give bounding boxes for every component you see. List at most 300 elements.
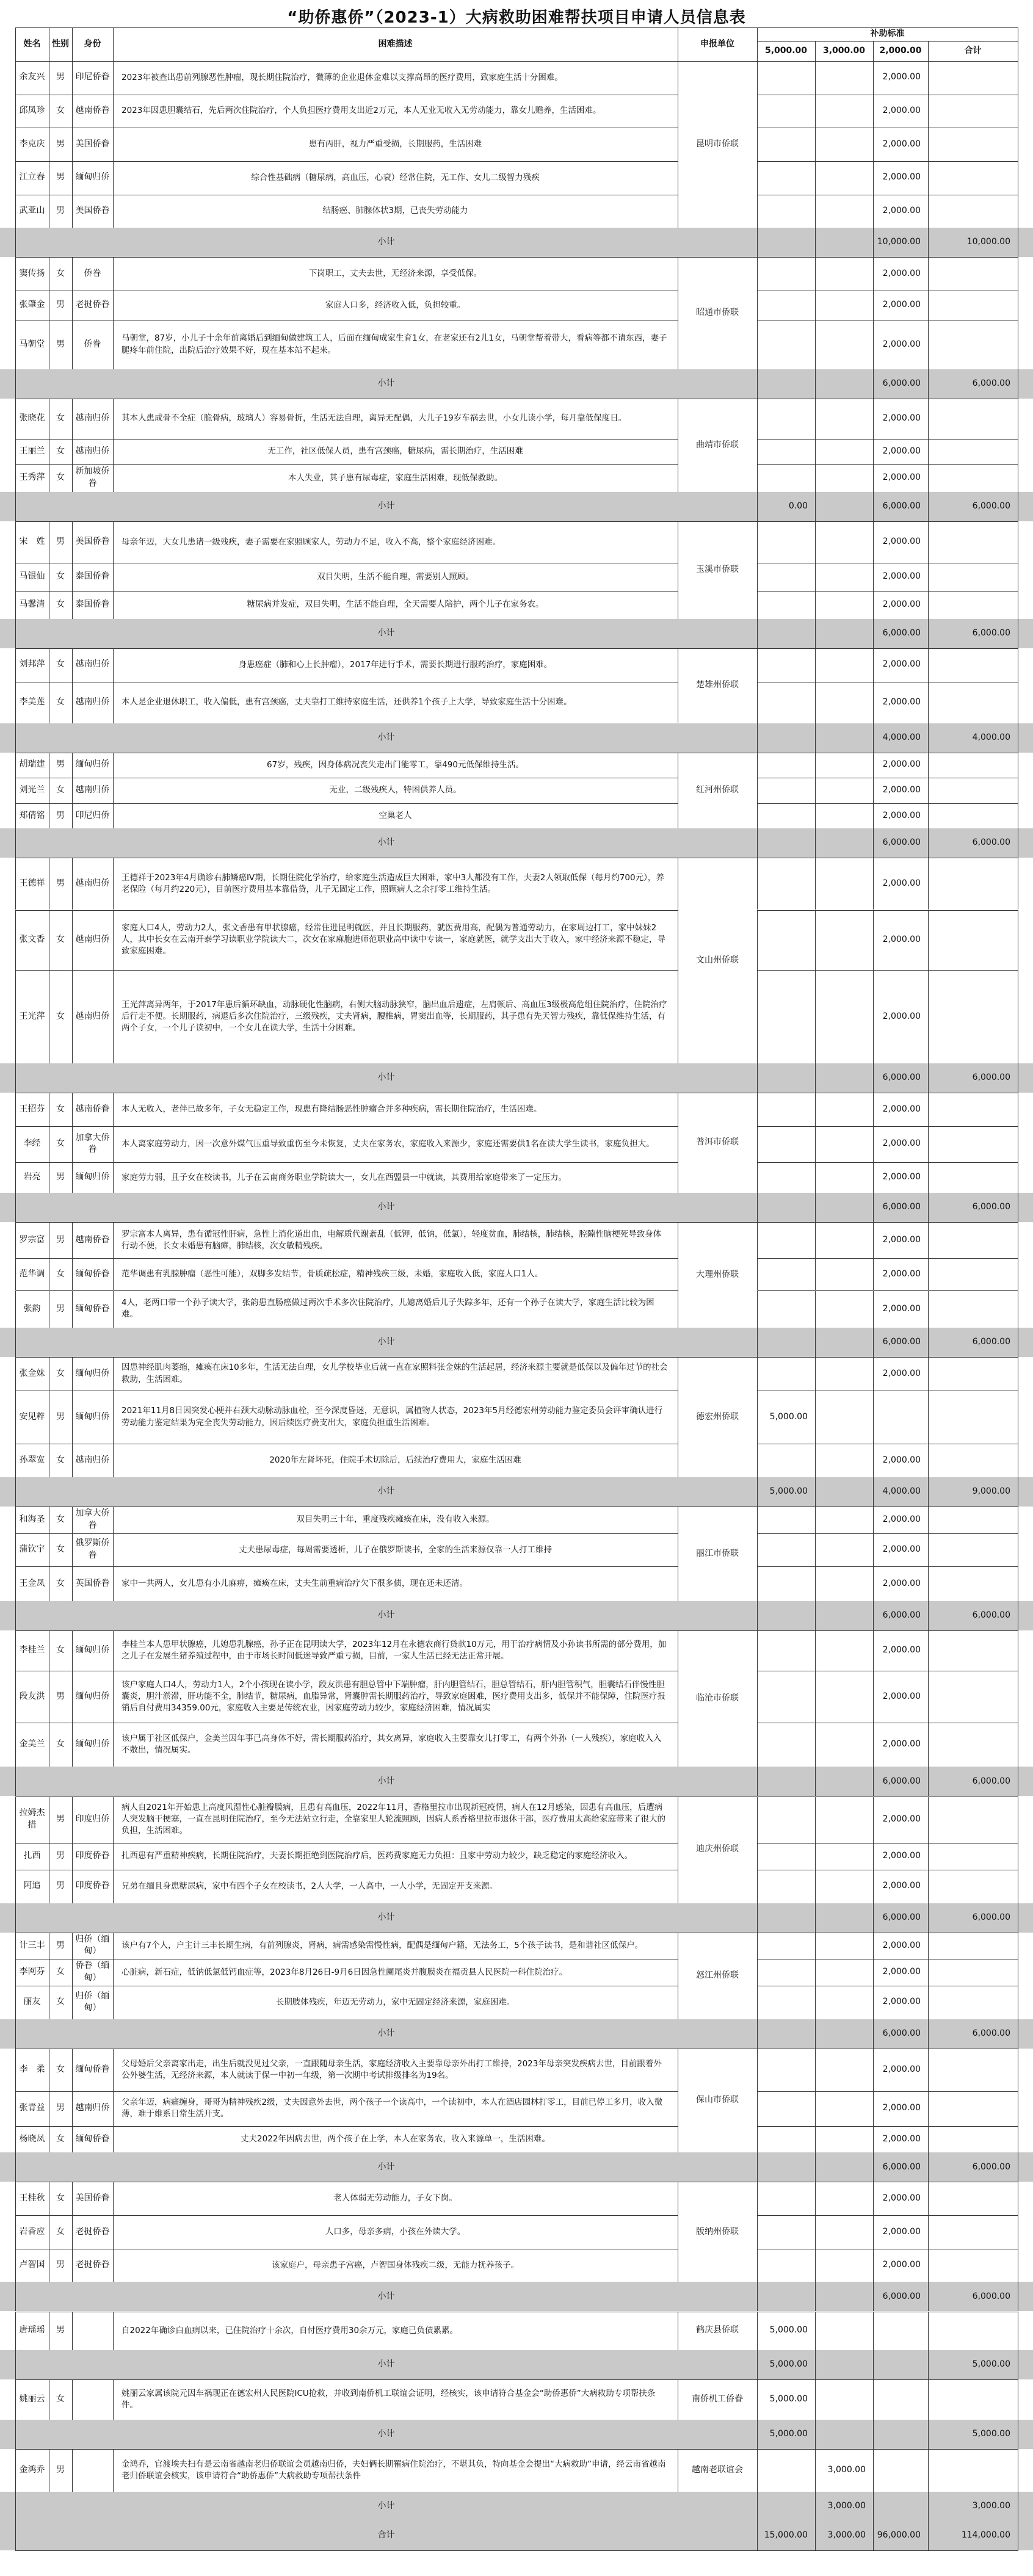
amount-3000: [815, 1126, 873, 1162]
column-divider: [15, 753, 16, 778]
amount-2000: 2,000.00: [882, 2103, 921, 2113]
applicant-name: 刘邦萍: [19, 659, 45, 670]
column-divider: [928, 1477, 929, 1507]
amount-3000: [815, 161, 873, 195]
column-divider: [757, 1193, 758, 1222]
column-divider: [928, 161, 929, 195]
amount-5000: [757, 2449, 815, 2492]
applicant-gender: 女: [56, 785, 65, 795]
column-divider: [873, 2249, 874, 2282]
applicant-identity: 越南归侨: [75, 878, 110, 889]
column-divider: [873, 682, 874, 723]
applicant-identity: 缅甸归侨: [75, 1368, 110, 1378]
amount-5000: [757, 778, 815, 803]
column-divider: [113, 1222, 114, 1258]
amount-5000: [757, 2049, 815, 2091]
column-divider: [757, 439, 758, 465]
applicant-name: 岩香应: [19, 2226, 45, 2237]
column-divider: [873, 2282, 874, 2311]
column-divider: [72, 2049, 73, 2091]
column-divider: [757, 1391, 758, 1444]
column-divider: [873, 2449, 874, 2492]
amount-total: [928, 970, 1018, 1063]
column-divider: [873, 2379, 874, 2420]
amount-3000: [815, 1222, 873, 1258]
applicant-gender: 男: [56, 72, 65, 82]
applicant-identity: 越南归侨: [75, 696, 110, 707]
column-divider: [757, 291, 758, 320]
amount-5000: [757, 1723, 815, 1767]
hardship-description: 该户家庭人口4人，劳动力1人，2个小孩现在读小学，段友洪患有胆总管中下端肿瘤，肝内胆管结石，胆总管结石，肝内胆管积气，胆囊结石伴慢性胆囊炎，胆汁淤滞，肝功能不全，肺结节，糖尿病，血脂异常，肾囊肿需长期服药治疗，导致家庭困难，医疗费用支出多，低保并不能保障，住院医疗报销后自付费用34359.00元，家庭收入主要是传统农业，因家庭劳动力较少，家庭经济困难，情况属实: [121, 1679, 665, 1713]
column-divider: [757, 128, 758, 161]
subtotal-5000: [757, 1767, 815, 1796]
column-divider: [15, 2049, 16, 2091]
subtotal-2000: 10,000.00: [877, 237, 921, 247]
hardship-description: 双目失明，生活不能自理，需要别人照顾。: [317, 571, 474, 582]
amount-5000: [757, 1162, 815, 1193]
column-divider: [873, 2182, 874, 2215]
header-total: 合计: [964, 45, 982, 56]
column-divider: [815, 41, 816, 61]
amount-2000: [873, 2449, 928, 2492]
amount-2000: 2,000.00: [882, 1967, 921, 1977]
subtotal-2000: 6,000.00: [882, 501, 921, 512]
column-divider: [873, 2420, 874, 2449]
applicant-identity: 美国侨眷: [75, 206, 110, 216]
amount-3000: [815, 1630, 873, 1671]
hardship-description: 2020年左肾坏死，住院手术切除后，后续治疗费用大，家庭生活困难: [269, 1455, 521, 1466]
subtotal-total: 3,000.00: [972, 2500, 1010, 2511]
column-divider: [873, 2019, 874, 2049]
header-gender: 性别: [52, 38, 69, 49]
hardship-description: 罗宗富本人离异，患有循冠性肝病，急性上消化道出血，电解质代谢紊乱（低钾，低钠，低氯），轻度贫血，肺结核，肺结核，腔隙性脑梗死导致身体行动不便，长女未婚患有脑瘫，肺结核，次女敏精残疾。: [121, 1229, 662, 1251]
amount-total: [928, 195, 1018, 228]
amount-3000: [815, 1566, 873, 1601]
column-divider: [15, 1477, 16, 1507]
applicant-gender: 女: [56, 2393, 65, 2404]
subtotal-label: 小计: [377, 1486, 395, 1497]
column-divider: [815, 2249, 816, 2282]
column-divider: [815, 2049, 816, 2091]
amount-3000: [815, 291, 873, 320]
column-divider: [113, 464, 114, 492]
amount-2000: 2,000.00: [882, 1455, 921, 1465]
subtotal-2000: [873, 2420, 928, 2449]
column-divider: [815, 228, 816, 257]
column-divider: [15, 2091, 16, 2126]
applicant-name: 张金妹: [19, 1368, 45, 1378]
applicant-gender: 女: [56, 106, 65, 116]
column-divider: [757, 2350, 758, 2379]
hardship-description: 身患癌症（肺和心上长肿瘤），2017年进行手术，需要长期进行服药治疗，家庭困难。: [238, 659, 553, 670]
column-divider: [757, 1843, 758, 1870]
applicant-name: 刘光兰: [19, 785, 45, 795]
hardship-description: 父母婚后父亲离家出走，出生后就没见过父亲，一直跟随母亲生活，家庭经济收入主要靠母亲外出打工维持，2023年母亲突发疾病去世，目前跟着外公外婆生活，无经济来源，本人就读于保一中初一年级，第一次期中考试排级排名为19名。: [121, 2058, 662, 2080]
column-divider: [928, 1767, 929, 1796]
column-divider: [72, 648, 73, 682]
subtotal-label: 小计: [377, 2162, 395, 2172]
column-divider: [815, 619, 816, 648]
applicant-gender: 女: [56, 446, 65, 456]
amount-total: [928, 1843, 1018, 1870]
column-divider: [873, 228, 874, 257]
amount-5000: [757, 1093, 815, 1126]
column-divider: [757, 2492, 758, 2521]
applicant-identity: 缅甸侨眷: [75, 1303, 110, 1314]
column-divider: [72, 2091, 73, 2126]
subtotal-2000: [873, 2350, 928, 2379]
column-divider: [873, 1162, 874, 1193]
amount-5000: [757, 95, 815, 128]
column-divider: [113, 320, 114, 369]
column-divider: [72, 1796, 73, 1843]
amount-5000: 5,000.00: [769, 2325, 808, 2335]
applicant-name: 江立春: [19, 172, 45, 183]
column-divider: [873, 2126, 874, 2153]
applicant-name: 武亚山: [19, 206, 45, 216]
subtotal-5000: 5,000.00: [769, 2428, 808, 2439]
amount-3000: [815, 970, 873, 1063]
header-org: 申报单位: [700, 38, 734, 49]
applicant-gender: 女: [56, 1997, 65, 2007]
column-divider: [15, 1507, 16, 1533]
column-divider: [757, 2182, 758, 2215]
column-divider: [757, 228, 758, 257]
amount-2000: 2,000.00: [882, 472, 921, 483]
subtotal-3000: [815, 1193, 873, 1222]
amount-3000: [815, 195, 873, 228]
subtotal-5000: 0.00: [788, 501, 808, 512]
column-divider: [815, 195, 816, 228]
column-divider: [873, 1222, 874, 1258]
amount-5000: [757, 195, 815, 228]
column-divider: [15, 1767, 16, 1796]
column-divider: [15, 1933, 16, 1959]
hardship-description: 该户有7个人，户主计三丰长期生病，有前列腺炎，肾病，病需感染需慢性病，配偶是缅甸户籍，无法务工，5个孩子读书，是和谐社区低保户。: [121, 1940, 643, 1950]
amount-2000: 2,000.00: [882, 1940, 921, 1950]
amount-3000: [815, 128, 873, 161]
column-divider: [928, 2312, 929, 2350]
column-divider: [815, 1258, 816, 1290]
column-divider: [815, 439, 816, 465]
column-divider: [928, 291, 929, 320]
column-divider: [873, 648, 874, 682]
hardship-description: 人口多，母亲多病，小孩在外读大学。: [325, 2226, 466, 2237]
subtotal-label: 小计: [377, 2028, 395, 2038]
applicant-name: 姚丽云: [19, 2393, 45, 2404]
subtotal-label: 小计: [377, 378, 395, 389]
subtotal-total: 6,000.00: [972, 1073, 1010, 1083]
hardship-description: 丈夫2022年因病去世，两个孩子在上学，本人在家务农，收入来源单一，生活困难。: [241, 2133, 550, 2144]
column-divider: [72, 1258, 73, 1290]
subtotal-label: 小计: [377, 1610, 395, 1621]
applicant-name: 李网芬: [19, 1967, 45, 1977]
column-divider: [72, 778, 73, 803]
subtotal-3000: [815, 369, 873, 399]
applying-org: 鹤庆县侨联: [696, 2325, 739, 2335]
column-divider: [72, 591, 73, 619]
hardship-description: 该家庭户，母亲患子宫癌，卢智国身体残疾二级，无能力抚养孩子。: [272, 2260, 519, 2270]
applicant-gender: 女: [56, 1544, 65, 1555]
column-divider: [928, 2049, 929, 2091]
applicant-name: 杨晓凤: [19, 2133, 45, 2144]
applicant-gender: 女: [56, 1104, 65, 1114]
amount-5000: [757, 1671, 815, 1723]
amount-total: [928, 1533, 1018, 1567]
applying-org: 楚雄州侨联: [696, 680, 739, 690]
column-divider: [928, 2152, 929, 2182]
amount-2000: 2,000.00: [882, 1578, 921, 1588]
column-divider: [15, 1290, 16, 1328]
subtotal-total: 6,000.00: [972, 378, 1010, 389]
column-divider: [757, 2312, 758, 2350]
amount-5000: [757, 1959, 815, 1986]
column-divider: [928, 2282, 929, 2311]
column-divider: [113, 563, 114, 591]
amount-5000: [757, 2182, 815, 2215]
amount-5000: [757, 1933, 815, 1959]
column-divider: [72, 858, 73, 910]
applicant-gender: 女: [56, 2226, 65, 2237]
column-divider: [928, 1126, 929, 1162]
subtotal-label: 小计: [377, 237, 395, 247]
column-divider: [815, 1959, 816, 1986]
column-divider: [815, 648, 816, 682]
column-divider: [815, 521, 816, 563]
column-divider: [815, 2350, 816, 2379]
column-divider: [873, 2492, 874, 2521]
hardship-description: 67岁，残疾，因身体病况丧失走出门能零工，靠490元低保维持生活。: [267, 759, 524, 770]
column-divider: [928, 828, 929, 858]
column-divider: [815, 970, 816, 1063]
amount-2000: 2,000.00: [882, 446, 921, 456]
column-divider: [873, 1290, 874, 1328]
column-divider: [757, 723, 758, 753]
column-divider: [928, 1063, 929, 1093]
applicant-gender: 女: [56, 1455, 65, 1465]
applicant-name: 王桂秋: [19, 2193, 45, 2203]
column-divider: [72, 61, 73, 95]
column-divider: [15, 1093, 16, 1126]
column-divider: [15, 591, 16, 619]
column-divider: [873, 1767, 874, 1796]
amount-total: [928, 2091, 1018, 2126]
applicant-name: 张晓花: [19, 413, 45, 424]
column-divider: [113, 910, 114, 970]
amount-total: [928, 464, 1018, 492]
amount-5000: 5,000.00: [769, 2393, 808, 2404]
hardship-description: 无工作，社区低保人员，患有宫颈癌，糖尿病，需长期治疗，生活困难: [267, 446, 523, 456]
applicant-name: 罗宗富: [19, 1234, 45, 1245]
subtotal-total: 6,000.00: [972, 1610, 1010, 1621]
subtotal-2000: [873, 2492, 928, 2521]
column-divider: [815, 2449, 816, 2492]
column-divider: [757, 1063, 758, 1093]
amount-2000: 2,000.00: [882, 1881, 921, 1891]
applicant-gender: 男: [56, 2103, 65, 2113]
subtotal-5000: [757, 828, 815, 858]
column-divider: [928, 1870, 929, 1903]
column-divider: [15, 1391, 16, 1444]
column-divider: [815, 1630, 816, 1671]
column-divider: [815, 291, 816, 320]
column-divider: [928, 723, 929, 753]
applicant-name: 李桂兰: [19, 1645, 45, 1655]
applicant-gender: 男: [56, 810, 65, 820]
applying-org: 文山州侨联: [696, 955, 739, 965]
column-divider: [873, 723, 874, 753]
amount-5000: [757, 61, 815, 95]
amount-3000: [815, 803, 873, 829]
column-divider: [873, 257, 874, 291]
column-divider: [815, 828, 816, 858]
amount-5000: [757, 1796, 815, 1843]
hardship-description: 家中一共两人，女儿患有小儿麻痹，瘫痪在床，丈夫生前重病治疗欠下很多债，现在还未还清。: [121, 1579, 468, 1589]
amount-3000: [815, 1507, 873, 1533]
amount-2000: 2,000.00: [882, 1691, 921, 1701]
amount-3000: [815, 1258, 873, 1290]
applicant-name: 王丽兰: [19, 446, 45, 456]
amount-2000: 2,000.00: [882, 759, 921, 770]
column-divider: [815, 1162, 816, 1193]
applicant-identity: 新加坡侨眷: [75, 466, 110, 489]
applicant-gender: 女: [56, 1138, 65, 1149]
subtotal-5000: [757, 2492, 815, 2521]
column-divider: [757, 1796, 758, 1843]
amount-5000: [757, 753, 815, 778]
column-divider: [72, 2249, 73, 2282]
header-identity: 身份: [84, 38, 101, 49]
applying-org: 丽江市侨联: [696, 1548, 739, 1558]
applicant-identity: 缅甸归侨: [75, 759, 110, 770]
amount-total: [928, 1723, 1018, 1767]
column-divider: [873, 803, 874, 829]
amount-total: [928, 1093, 1018, 1126]
column-divider: [873, 1671, 874, 1723]
column-divider: [928, 1903, 929, 1933]
column-divider: [873, 1986, 874, 2019]
applicant-name: 张文香: [19, 934, 45, 944]
amount-2000: 2,000.00: [882, 810, 921, 820]
column-divider: [928, 195, 929, 228]
amount-3000: [815, 1959, 873, 1986]
amount-5000: [757, 2215, 815, 2249]
hardship-description: 家庭人口多，经济收入低，负担较重。: [325, 300, 466, 310]
column-divider: [113, 1126, 114, 1162]
subtotal-total: 5,000.00: [972, 2428, 1010, 2439]
amount-3000: [815, 2249, 873, 2282]
column-divider: [72, 2215, 73, 2249]
column-divider: [815, 399, 816, 439]
applicant-name: 马朝堂: [19, 339, 45, 349]
column-divider: [72, 291, 73, 320]
subtotal-label: 小计: [377, 628, 395, 639]
column-divider: [928, 1222, 929, 1258]
column-divider: [928, 2126, 929, 2153]
column-divider: [113, 1796, 114, 1843]
applicant-identity: [72, 2379, 113, 2420]
column-divider: [757, 1290, 758, 1328]
applying-org: 保山市侨联: [696, 2095, 739, 2105]
amount-3000: 3,000.00: [827, 2464, 866, 2475]
column-divider: [873, 2215, 874, 2249]
applicant-identity: [72, 2449, 113, 2492]
amount-5000: [757, 1870, 815, 1903]
applicant-gender: 男: [56, 1691, 65, 1701]
column-divider: [757, 1328, 758, 1357]
amount-total: [928, 1986, 1018, 2019]
applicant-name: 李经: [23, 1138, 41, 1149]
subtotal-5000: [757, 369, 815, 399]
column-divider: [757, 753, 758, 778]
applicant-gender: 女: [56, 2133, 65, 2144]
applicant-name: 胡瑞建: [19, 759, 45, 770]
amount-total: [928, 2049, 1018, 2091]
column-divider: [757, 2521, 758, 2550]
column-divider: [815, 1566, 816, 1601]
subtotal-3000: [815, 1601, 873, 1630]
applicant-name: 王招芬: [19, 1104, 45, 1114]
amount-5000: [757, 682, 815, 723]
applying-org: 迪庆州侨联: [696, 1844, 739, 1854]
subtotal-total: 6,000.00: [972, 628, 1010, 639]
subtotal-total: 6,000.00: [972, 838, 1010, 848]
applicant-identity: 越南侨眷: [75, 1104, 110, 1114]
column-divider: [15, 858, 16, 910]
amount-5000: [757, 648, 815, 682]
column-divider: [873, 439, 874, 465]
hardship-description: 王光萍离异两年，于2017年患后循环缺血，动脉硬化性脑病，右侧大脑动脉狭窄，脑出血后遗症，左肩顿后、高血压3级极高危组住院治疗，住院治疗后行走不便。长期服药，病退后多次住院治疗，三级残疾，丈夫肾病，腰椎病，胃窦出血等，长期服药，其子患有先天智力残疾，靠低保维持生活，有两个子女，一个儿子读初中，一个女儿在读大学，生活十分困难。: [121, 999, 667, 1033]
hardship-description: 扎西患有严重精神疾病，长期住院治疗，夫妻长期拒绝到医院治疗后，医药费家庭无力负担：且家中劳动力较少，缺乏稳定的家庭经济收入。: [121, 1851, 632, 1861]
column-divider: [15, 521, 16, 563]
column-divider: [757, 1533, 758, 1567]
subtotal-2000: 6,000.00: [882, 378, 921, 389]
applicant-name: 李 柔: [19, 2064, 45, 2074]
column-divider: [757, 1986, 758, 2019]
applying-org: 版纳州侨联: [696, 2226, 739, 2237]
column-divider: [15, 61, 16, 95]
applicant-identity: 缅甸侨眷: [75, 1268, 110, 1279]
column-divider: [815, 1533, 816, 1567]
column-divider: [15, 970, 16, 1063]
hardship-description: 结肠癌、肺腺体状3期，已丧失劳动能力: [322, 206, 468, 216]
column-divider: [72, 1933, 73, 1959]
row-divider: [15, 2550, 1018, 2551]
subtotal-label: 小计: [377, 1776, 395, 1786]
applicant-gender: 女: [56, 1368, 65, 1378]
amount-2000: 2,000.00: [882, 206, 921, 216]
hardship-description: 病人自2021年开始患上高度风湿性心脏瓣膜病，且患有高血压，2022年11月，香格里拉市出现新冠疫情，病人在12月感染，因患有高血压，后遭病人突发脑干梗塞，一直在昆明住院治疗，至今无法站立行走，全靠家里人轮流照顾，因病人系香格里拉市退休干部，医疗费用太高给家庭带来了很大的负担，生活困难。: [121, 1803, 665, 1836]
applying-org: 昭通市侨联: [696, 308, 739, 318]
column-divider: [873, 1959, 874, 1986]
applicant-identity: 俄罗斯侨眷: [75, 1538, 110, 1561]
column-divider: [72, 1959, 73, 1986]
applicant-name: 蒲钦宇: [19, 1544, 45, 1555]
hardship-description: 心脏病，新石症，低钠低氯低钙血症等，2023年8月26日-9月6日因急性阑尾炎并腹膜炎在福贡县人民医院一科住院治疗。: [121, 1967, 568, 1977]
column-divider: [815, 2126, 816, 2153]
hardship-description: 下岗职工，丈夫去世，无经济来源，享受低保。: [308, 269, 482, 279]
column-divider: [873, 399, 874, 439]
applying-org: 普洱市侨联: [696, 1137, 739, 1148]
column-divider: [815, 1986, 816, 2019]
subtotal-total: 6,000.00: [972, 2162, 1010, 2172]
applicant-name: 阿追: [23, 1881, 41, 1891]
amount-5000: [757, 910, 815, 970]
column-divider: [15, 1630, 16, 1671]
applicant-gender: 女: [56, 268, 65, 278]
column-divider: [15, 828, 16, 858]
subtotal-label: 小计: [377, 2291, 395, 2301]
